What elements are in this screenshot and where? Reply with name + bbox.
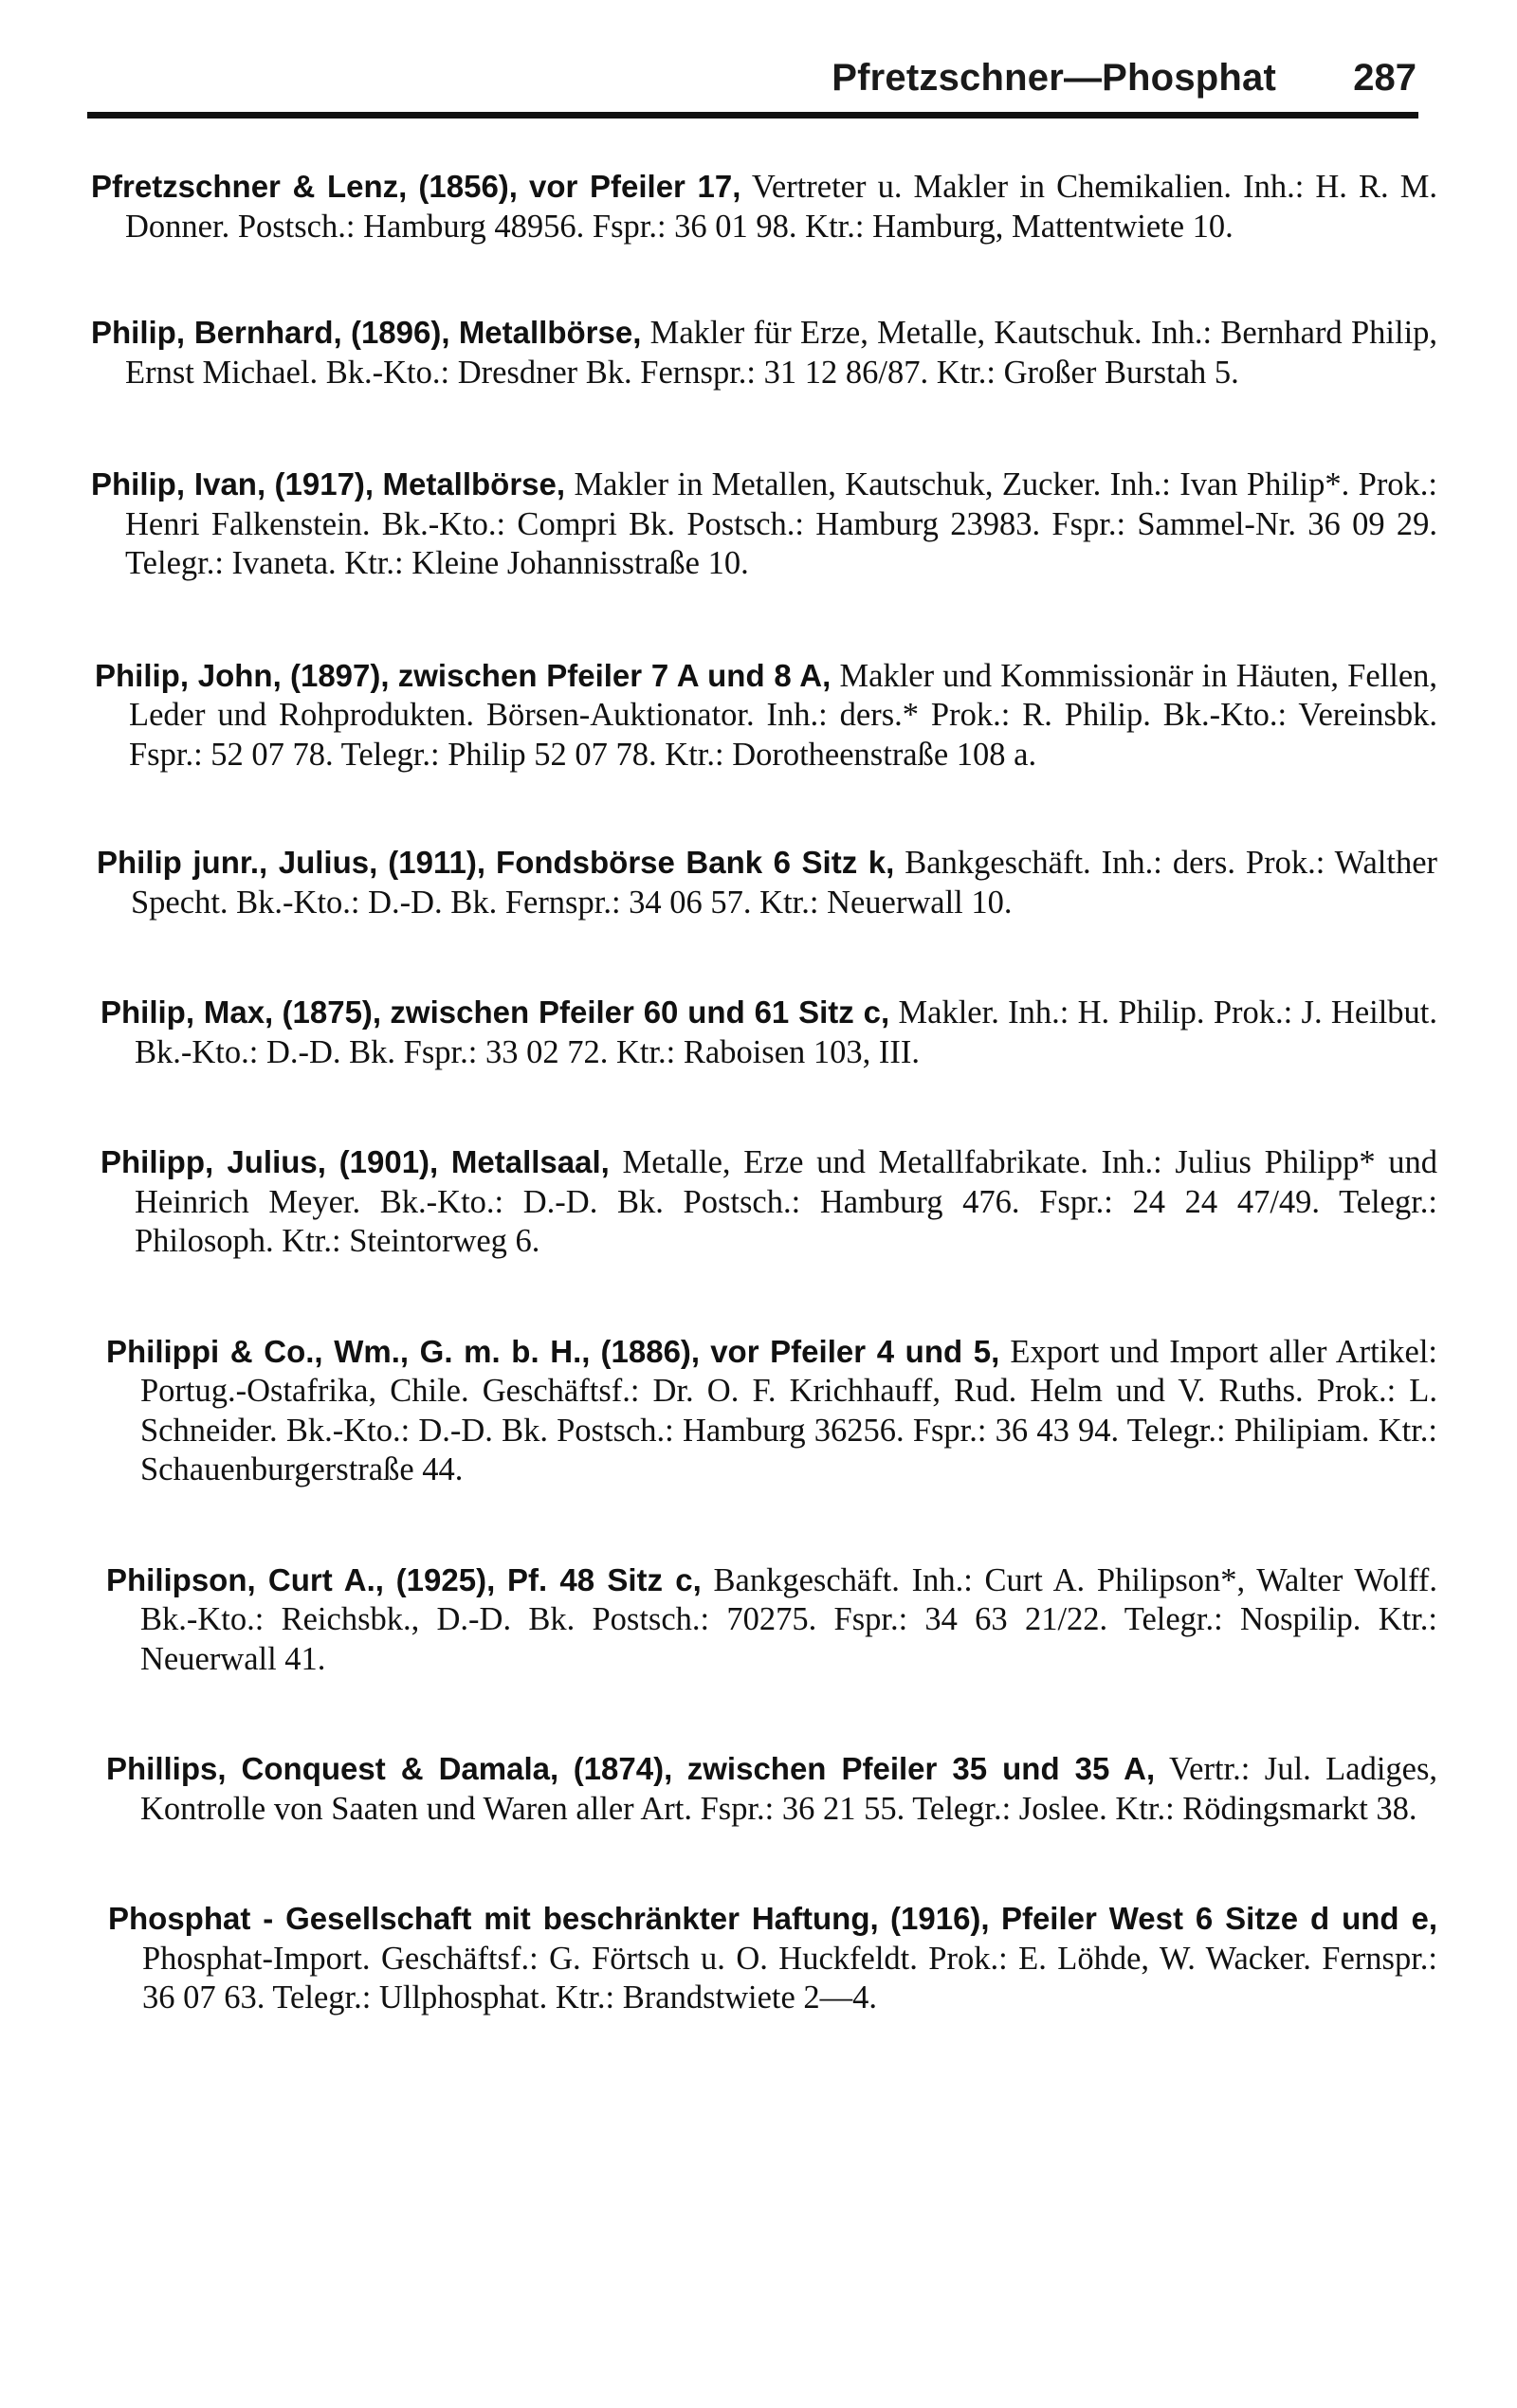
directory-entry	[91, 313, 1437, 392]
entry-year: (1856),	[418, 169, 518, 204]
entry-year: (1916),	[890, 1901, 990, 1936]
entry-details: Export und Import aller Artikel: Portug.-Ostafrika, Chile. Geschäftsf.: Dr. O. F. Krichhauff, Rud. Helm und V. Ruths. Prok.: L. Schneider. Bk.-Kto.: D.-D. Bk. Postsch.: Hamburg 36256. Fspr.: 36 43 94. Telegr.: Philipiam. Ktr.: Schauenburgerstraße 44.	[140, 1333, 1438, 1487]
entry-year: (1896),	[350, 315, 450, 350]
directory-entry	[91, 167, 1437, 246]
entry-name: Philip, Bernhard,	[91, 315, 342, 350]
page-header	[87, 53, 1418, 110]
entry-name: Philip, John,	[95, 657, 282, 693]
entry-name: Philip, Max,	[101, 994, 274, 1030]
entry-name: Philipson, Curt A.,	[106, 1561, 384, 1597]
directory-entry	[91, 465, 1437, 584]
entry-name: Philip junr., Julius,	[97, 845, 378, 880]
entry-details: Phosphat-Import. Geschäftsf.: G. Förtsch u. O. Huckfeldt. Prok.: E. Löhde, W. Wacker. Fernspr.: 36 07 63. Telegr.: Ullphosphat. Ktr.: Brandstwiete 2—4.	[142, 1940, 1437, 2016]
entry-location: Metallsaal,	[450, 1144, 610, 1179]
entry-name: Philip, Ivan,	[91, 466, 266, 502]
entry-name: Philippi & Co., Wm., G. m. b. H.,	[106, 1333, 591, 1369]
entry-location: vor Pfeiler 4 und 5,	[710, 1333, 1000, 1369]
entry-location: Pfeiler West 6 Sitze d und e,	[1000, 1901, 1438, 1936]
directory-entry	[97, 843, 1437, 922]
entry-location: zwischen Pfeiler 7 A und 8 A,	[397, 657, 832, 693]
entry-details: Makler in Metallen, Kautschuk, Zucker. Inh.: Ivan Philip*. Prok.: Henri Falkenstein. Bk.-Kto.: Compri Bk. Postsch.: Hamburg 23983. Fspr.: Sammel-Nr. 36 09 29. Telegr.: Ivaneta. Ktr.: Kleine Johannisstraße 10.	[125, 466, 1438, 581]
entry-year: (1917),	[274, 466, 375, 502]
entry-list	[91, 167, 1437, 2087]
entry-location: vor Pfeiler 17,	[529, 169, 741, 204]
directory-entry	[101, 1142, 1437, 1262]
entry-year: (1875),	[282, 994, 382, 1030]
directory-entry	[106, 1332, 1437, 1490]
entry-location: zwischen Pfeiler 35 und 35 A,	[686, 1751, 1156, 1786]
entry-name: Philipp, Julius,	[101, 1144, 326, 1179]
entry-location: Metallbörse,	[458, 315, 642, 350]
entry-location: zwischen Pfeiler 60 und 61 Sitz c,	[390, 994, 890, 1030]
entry-details: Makler für Erze, Metalle, Kautschuk. Inh.: Bernhard Philip, Ernst Michael. Bk.-Kto.: Dresdner Bk. Fernspr.: 31 12 86/87. Ktr.: Großer Burstah 5.	[125, 315, 1438, 391]
entry-details: Metalle, Erze und Metallfabrikate. Inh.: Julius Philipp* und Heinrich Meyer. Bk.-Kto.: D.-D. Bk. Postsch.: Hamburg 476. Fspr.: 24 24 47/49. Telegr.: Philosoph. Ktr.: Steintorweg 6.	[135, 1144, 1438, 1259]
entry-year: (1874),	[573, 1751, 673, 1786]
entry-details: Vertr.: Jul. Ladiges, Kontrolle von Saaten und Waren aller Art. Fspr.: 36 21 55. Telegr.: Joslee. Ktr.: Rödingsmarkt 38.	[140, 1751, 1438, 1827]
directory-entry	[101, 993, 1437, 1072]
directory-entry	[106, 1560, 1437, 1680]
entry-details: Makler und Kommissionär in Häuten, Fellen, Leder und Rohprodukten. Börsen-Auktionator. Inh.: ders.* Prok.: R. Philip. Bk.-Kto.: Vereinsbk. Fspr.: 52 07 78. Telegr.: Philip 52 07 78. Ktr.: Dorotheenstraße 108 a.	[129, 657, 1438, 773]
page-number: 287	[1353, 57, 1416, 99]
entry-year: (1901),	[338, 1144, 439, 1179]
entry-location: Pf. 48 Sitz c,	[506, 1561, 702, 1597]
directory-entry	[108, 1899, 1437, 2018]
entry-year: (1911),	[388, 845, 486, 880]
running-head: Pfretzschner—Phosphat	[832, 57, 1276, 99]
entry-details: Makler. Inh.: H. Philip. Prok.: J. Heilbut. Bk.-Kto.: D.-D. Bk. Fspr.: 33 02 72. Ktr.: Raboisen 103, III.	[135, 994, 1438, 1070]
entry-location: Metallbörse,	[382, 466, 566, 502]
entry-location: Fondsbörse Bank 6 Sitz k,	[496, 845, 895, 880]
entry-name: Phillips, Conquest & Damala,	[106, 1751, 559, 1786]
entry-year: (1925),	[395, 1561, 496, 1597]
directory-entry	[106, 1749, 1437, 1829]
entry-name: Phosphat - Gesellschaft mit beschränkter Haftung,	[108, 1901, 879, 1936]
header-rule	[87, 112, 1418, 119]
entry-name: Pfretzschner & Lenz,	[91, 169, 408, 204]
directory-entry	[95, 656, 1437, 775]
entry-year: (1886),	[600, 1333, 701, 1369]
entry-details: Bankgeschäft. Inh.: ders. Prok.: Walther Specht. Bk.-Kto.: D.-D. Bk. Fernspr.: 34 06 57. Ktr.: Neuerwall 10.	[131, 845, 1438, 921]
entry-year: (1897),	[289, 657, 390, 693]
entry-details: Vertreter u. Makler in Chemikalien. Inh.: H. R. M. Donner. Postsch.: Hamburg 48956. Fspr.: 36 01 98. Ktr.: Hamburg, Mattentwiete 10.	[125, 169, 1437, 245]
entry-details: Bankgeschäft. Inh.: Curt A. Philipson*, Walter Wolff. Bk.-Kto.: Reichsbk., D.-D. Bk. Postsch.: 70275. Fspr.: 34 63 21/22. Telegr.: Nospilip. Ktr.: Neuerwall 41.	[140, 1561, 1438, 1677]
